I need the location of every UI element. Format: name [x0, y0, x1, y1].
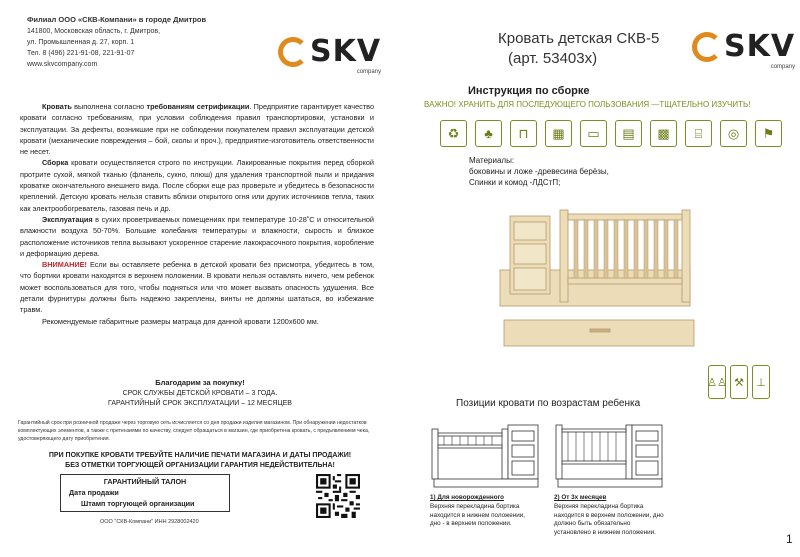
paragraph-assembly: Сборка кровати осуществляется строго по инструкции. Лакированные покрытия перед сборкой протрите сухой, мягкой тканью (фланель, сукно, плюш) для удаления транспортной пыли и придания кроватке окончательного внешнего вида. После сборки еще раз проверьте и убедитесь в безопасности креплений. Детскую кровать нельзя ставить вблизи открытого огня или других источников тепла, таких как электрообогреватель, газовая печь и др.: [20, 158, 374, 213]
company-website: www.skvcompany.com: [27, 61, 98, 68]
product-article: (арт. 53403х): [508, 50, 598, 67]
company-address-1: 141800, Московская область, г. Дмитров,: [27, 28, 161, 35]
paragraph-mattress: Рекомендуемые габаритные размеры матраца для данной кровати 1200х600 мм.: [42, 316, 319, 326]
warranty-period: ГАРАНТИЙНЫЙ СРОК ЭКСПЛУАТАЦИИ – 12 МЕСЯЦЕВ: [108, 400, 292, 407]
positions-heading: Позиции кровати по возрастам ребенка: [456, 398, 641, 409]
instruction-heading: Инструкция по сборке: [468, 85, 590, 97]
coupon-title: ГАРАНТИЙНЫЙ ТАЛОН: [103, 477, 187, 486]
service-life: СРОК СЛУЖБЫ ДЕТСКОЙ КРОВАТИ – 3 ГОДА.: [122, 390, 278, 397]
company-inn: ООО "СКВ-Компани" ИНН 2928002420: [100, 519, 199, 525]
steps-icon: ⌸: [685, 120, 712, 147]
pattern-icon: ▩: [650, 120, 677, 147]
paragraph-warning: ВНИМАНИЕ! Если вы оставляете ребенка в детской кровати без присмотра, убедитесь в том, что бортики кровати находятся в верхнем положении. В кровати нельзя оставлять ничего, чем ребенок может воспользоваться для того, чтобы подняться или что может вызвать опасность удушения. Все детали фурнитуры должны быть надежно закреплены, винты не должны шататься, во избежание травм.: [20, 260, 374, 315]
lamp-icon: ⚑: [755, 120, 782, 147]
logo-mark-icon: [692, 32, 722, 62]
box-icon: ▭: [580, 120, 607, 147]
product-title: Кровать детская СКВ-5: [498, 30, 660, 47]
coupon-date: Дата продажи: [69, 488, 119, 497]
paragraph-certification: Кровать выполнена согласно требованиям сетрификации. Предприятие гарантирует качество кровати согласно требованиям, при условии соблюдения правил транспортировки, установки и эксплуатации. За дефекты, возникшие при не соблюдении покупателем правил эксплуатации детской кровати (механические повреждения – бой, сколы и проч.), предприятие-изготовитель ответственности не несет.: [20, 102, 374, 157]
company-info: [27, 14, 206, 70]
skv-logo-right: SKV company: [692, 32, 795, 62]
body-text: [20, 101, 374, 327]
attention-block: ПРИ ПОКУПКЕ КРОВАТИ ТРЕБУЙТЕ НАЛИЧИЕ ПЕЧАТИ МАГАЗИНА И ДАТЫ ПРОДАЖИ! БЕЗ ОТМЕТКИ ТОРГУЮЩЕЙ ОРГАНИЗАЦИИ ГАРАНТИЯ НЕДЕЙСТВИТЕЛЬНА!: [48, 452, 352, 469]
tree-icon: ♣: [475, 120, 502, 147]
crib-position-3-months: [554, 421, 666, 489]
company-name: Филиал ООО «СКВ-Компани» в городе Дмитров: [27, 15, 207, 24]
hammer-icon: ⚒: [730, 365, 748, 399]
coupon-stamp: Штамп торгующей организации: [81, 499, 195, 508]
warranty-text: Гарантийный срок при розничной продаже через торговую сеть исчисляется со дня продажи изделия магазином. При обнаружении недостатков комплектующих элементов, а также с претензиями по качеству, следует обращаться в магазин, где приобретена кровать, с предъявлением чека, удостоверяющего дату приобретения.: [18, 420, 370, 442]
skv-logo: SKV company: [278, 37, 381, 67]
screwdriver-icon: ⊥: [752, 365, 770, 399]
chair-icon: ⊓: [510, 120, 537, 147]
thanks-block: [40, 378, 360, 409]
materials: Материалы: боковины и ложе -древесина берёзы, Спинки и комод -ЛДСтП;: [469, 156, 609, 187]
position-3-months-caption: 2) От 3х месяцев Верхняя перекладина бортика находится в верхнем положении, дно должно быть обязательно установлено в нижнем положении.: [554, 494, 664, 537]
logo-mark-icon: [278, 37, 308, 67]
qr-code-icon: [316, 474, 360, 518]
assembly-requirements-icons: [708, 365, 770, 399]
recycle-icon: ♻: [440, 120, 467, 147]
important-notice: ВАЖНО! ХРАНИТЬ ДЛЯ ПОСЛЕДУЮЩЕГО ПОЛЬЗОВАНИЯ —ТЩАТЕЛЬНО ИЗУЧИТЬ!: [424, 100, 751, 109]
company-address-2: ул. Промышленная д. 27, корп. 1: [27, 39, 135, 46]
crib-illustration: [490, 208, 700, 358]
target-icon: ◎: [720, 120, 747, 147]
warranty-coupon: [60, 474, 230, 512]
right-page: [400, 0, 800, 557]
page-number: 1: [786, 532, 793, 546]
box-4-icon: ▦: [545, 120, 572, 147]
two-people-icon: ♙♙: [708, 365, 726, 399]
position-newborn-caption: 1) Для новорожденного Верхняя перекладина бортика находится в нижнем положении, дно - в верхнем положении.: [430, 494, 526, 528]
crib-position-newborn: [430, 421, 542, 489]
paragraph-operation: Эксплуатация в сухих проветриваемых помещениях при температуре 10-28˚С и относительной влажности воздуха 50-70%. Большие колебания температуры и влажности, сырость и близкое расположение источников тепла вызывают ускоренное старение лакокрасочного покрытия, коробление и деформацию дерева.: [20, 214, 374, 258]
company-phone: Тел. 8 (496) 221-91-08, 221-91-07: [27, 50, 135, 57]
thanks-title: Благодарим за покупку!: [155, 378, 245, 387]
care-icons: [440, 120, 782, 147]
table-icon: ▤: [615, 120, 642, 147]
